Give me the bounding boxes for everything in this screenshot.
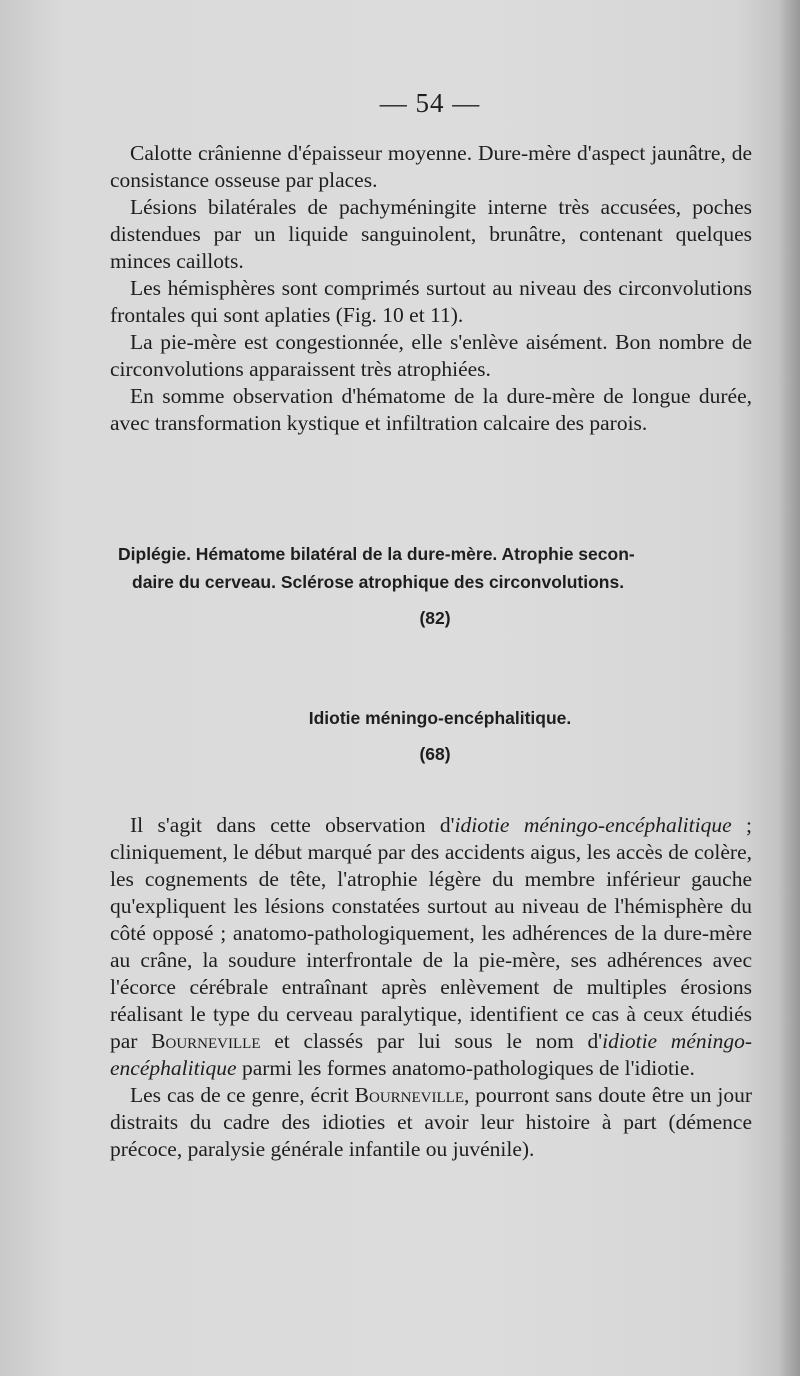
paragraph: Les hémisphères sont comprimés surtout au niveau des circonvolutions frontales qui sont aplaties (Fig. 10 et 11). <box>110 276 752 327</box>
paragraph: La pie-mère est congestionnée, elle s'enlève aisément. Bon nombre de circonvolutions apparaissent très atrophiées. <box>110 330 752 381</box>
observation-number: (82) <box>419 608 451 628</box>
text-run: Les cas de ce genre, écrit <box>130 1083 355 1107</box>
author-name: Bourneville <box>354 1083 464 1107</box>
italic-term: idiotie méningo-encéphalitique <box>110 1029 753 1080</box>
page-number: — 54 — <box>379 88 481 118</box>
text-block-top <box>110 140 752 437</box>
heading-line: Diplégie. Hématome bilatéral de la dure-mère. Atrophie secon- <box>118 544 635 564</box>
text-run: Il s'agit dans cette observation d' <box>130 813 455 837</box>
page-edge-shadow <box>778 0 800 1376</box>
paragraph <box>110 1082 752 1163</box>
section-heading-idiotie: Idiotie méningo-encéphalitique. <box>308 708 572 728</box>
heading-line: daire du cerveau. Sclérose atrophique des circonvolutions. <box>132 572 625 592</box>
observation-number: (68) <box>419 744 451 764</box>
text-run: ; cliniquement, le début marqué par des accidents aigus, les accès de colère, les cognements de tête, l'atrophie légère du membre inférieur gauche qu'expliquent les lésions constatées surtout au niveau de l'hémisphère du côté opposé ; anatomo-pathologiquement, les adhérences de la dure-mère au crâne, la soudure interfrontale de la pie-mère, ses adhérences avec l'écorce cérébrale entraînant après enlèvement de multiples érosions réalisant le type du cerveau paralytique, identifient ce cas à ceux étudiés par <box>110 813 753 1053</box>
italic-term: idiotie méningo-encéphalitique <box>454 813 732 837</box>
author-name: Bourneville <box>151 1029 261 1053</box>
paragraph: Calotte crânienne d'épaisseur moyenne. Dure-mère d'aspect jaunâtre, de consistance osseuse par places. <box>110 141 752 192</box>
text-block-bottom <box>110 812 752 1163</box>
paragraph: Lésions bilatérales de pachyméningite interne très accusées, poches distendues par un liquide sanguinolent, brunâtre, contenant quelques minces caillots. <box>110 195 752 273</box>
paragraph: En somme observation d'hématome de la dure-mère de longue durée, avec transformation kystique et infiltration calcaire des parois. <box>110 384 752 435</box>
section-heading-diplegie <box>110 540 760 596</box>
text-run: parmi les formes anatomo-pathologiques de l'idiotie. <box>236 1056 695 1080</box>
text-run: , pourront sans doute être un jour distraits du cadre des idioties et avoir leur histoire à part (démence précoce, paralysie générale infantile ou juvénile). <box>110 1083 753 1161</box>
text-run: et classés par lui sous le nom d' <box>260 1029 603 1053</box>
paragraph <box>110 812 752 1082</box>
